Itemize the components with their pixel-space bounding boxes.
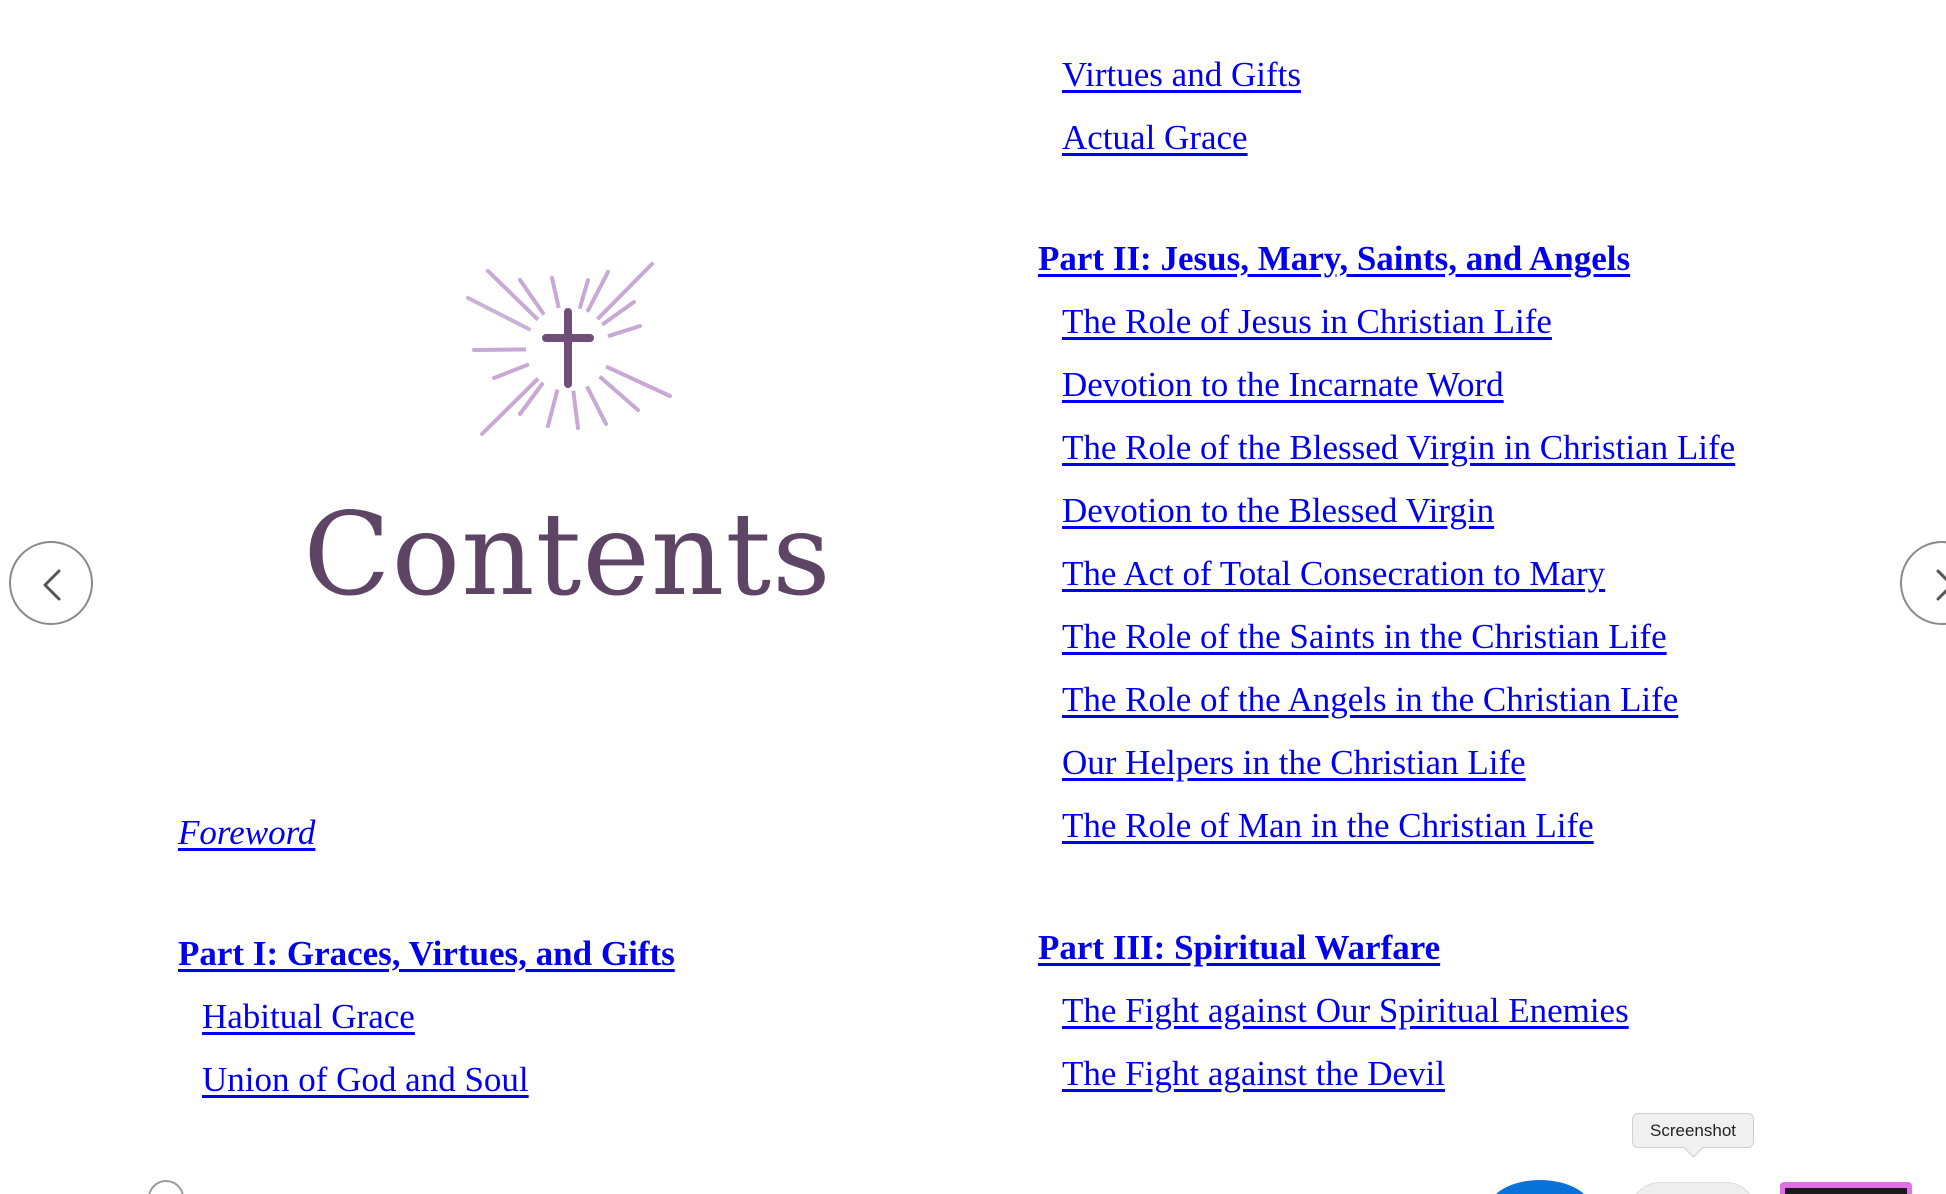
cross-with-rays-icon (460, 258, 676, 440)
toc-chapter-link[interactable]: Actual Grace (1062, 118, 1248, 157)
toc-chapter-link[interactable]: Habitual Grace (202, 997, 415, 1036)
toc-chapter-link[interactable]: The Role of the Blessed Virgin in Christian Life (1062, 428, 1736, 467)
next-page-button[interactable] (1900, 541, 1946, 625)
next-page-button-clip (1898, 541, 1946, 627)
primary-action-button[interactable] (1488, 1180, 1592, 1194)
toc-chapter-link[interactable]: Devotion to the Blessed Virgin (1062, 491, 1495, 530)
toc-chapter-link[interactable]: The Role of Man in the Christian Life (1062, 806, 1594, 845)
toc-chapter-link[interactable]: The Fight against the Devil (1062, 1054, 1445, 1093)
toc-part-link[interactable]: Part II: Jesus, Mary, Saints, and Angels (1038, 239, 1631, 278)
chevron-left-icon (11, 543, 95, 627)
toc-chapter-link[interactable]: The Act of Total Consecration to Mary (1062, 554, 1606, 593)
toc-chapter-link[interactable]: Our Helpers in the Christian Life (1062, 743, 1526, 782)
page-slider-handle[interactable] (148, 1180, 184, 1194)
bottom-toolbar-clip (0, 1176, 1946, 1194)
previous-page-button[interactable] (9, 541, 93, 625)
screenshot-button[interactable] (1630, 1182, 1756, 1194)
chevron-right-icon (1902, 543, 1946, 627)
toc-chapter-link[interactable]: The Role of the Angels in the Christian Life (1062, 680, 1679, 719)
toc-chapter-link[interactable]: Virtues and Gifts (1062, 55, 1301, 94)
page-title: Contents (303, 488, 832, 621)
capture-indicator[interactable] (1780, 1182, 1912, 1194)
toc-link-foreword[interactable]: Foreword (178, 813, 316, 852)
toc-chapter-link[interactable]: The Fight against Our Spiritual Enemies (1062, 991, 1629, 1030)
toc-chapter-link[interactable]: The Role of Jesus in Christian Life (1062, 302, 1552, 341)
toc-part-link[interactable]: Part I: Graces, Virtues, and Gifts (178, 934, 675, 973)
toc-chapter-link[interactable]: Devotion to the Incarnate Word (1062, 365, 1504, 404)
toc-chapter-link[interactable]: The Role of the Saints in the Christian Life (1062, 617, 1667, 656)
toc-chapter-link[interactable]: Union of God and Soul (202, 1060, 529, 1099)
screenshot-tooltip: Screenshot (1632, 1113, 1754, 1148)
toc-part-link[interactable]: Part III: Spiritual Warfare (1038, 928, 1441, 967)
